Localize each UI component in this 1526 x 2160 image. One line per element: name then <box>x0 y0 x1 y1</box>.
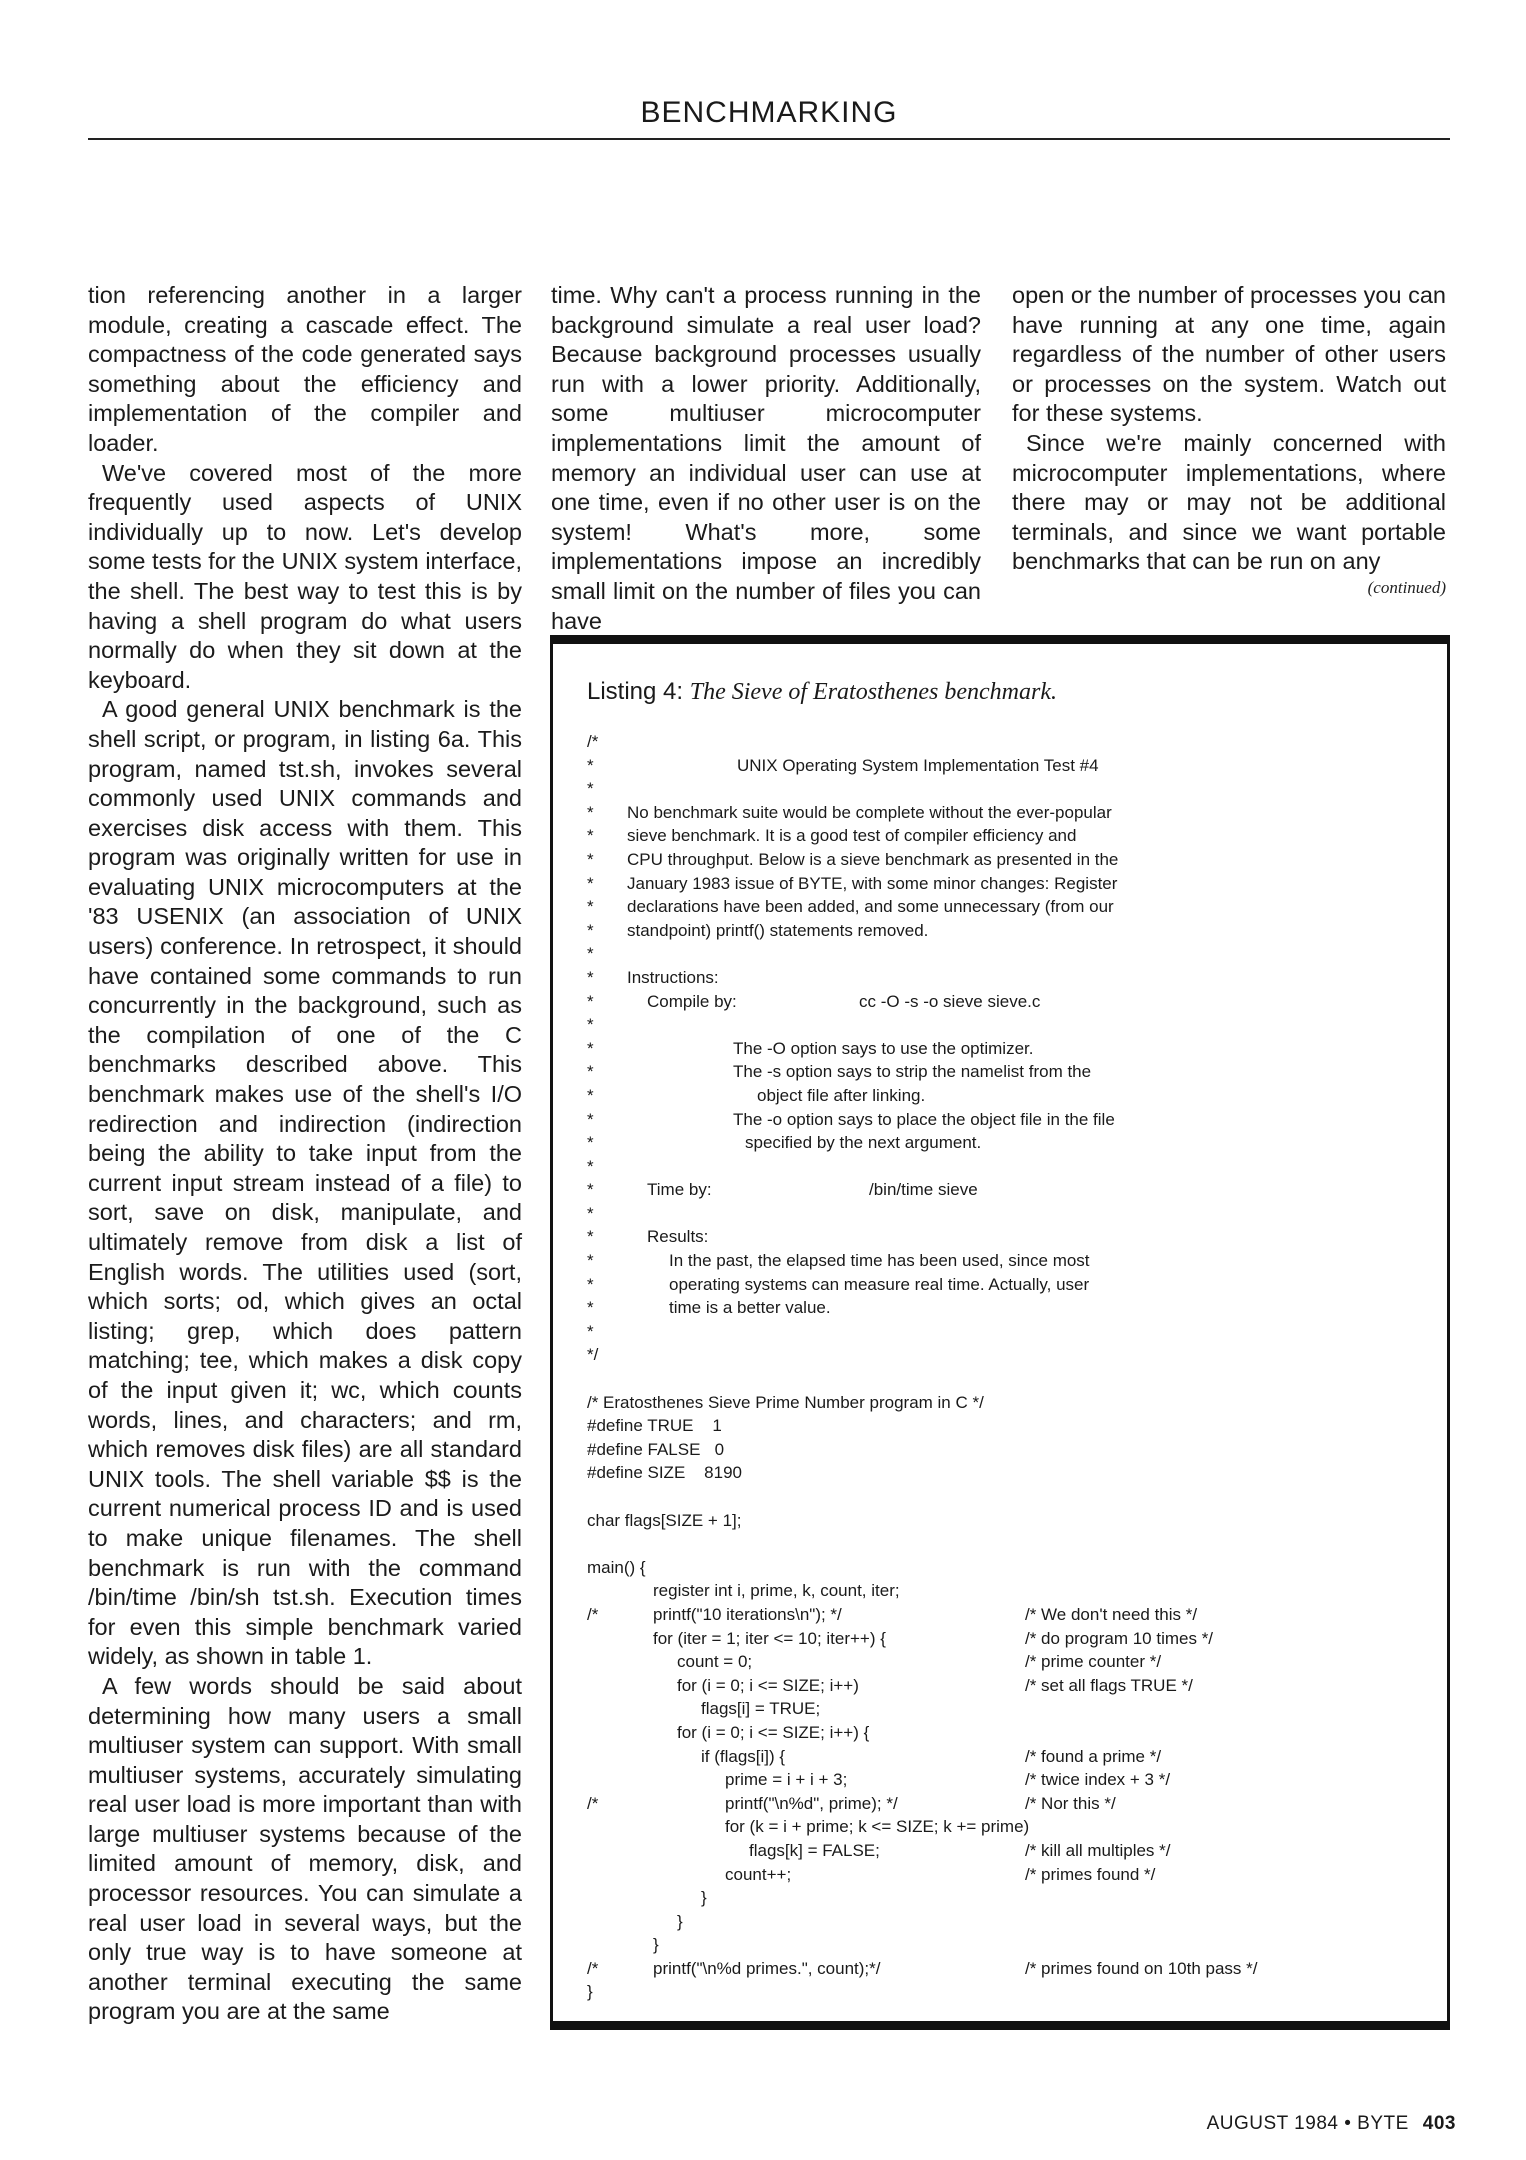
comment-marker: * <box>587 1180 594 1200</box>
comment-marker: * <box>587 873 594 893</box>
code-text: printf("10 iterations\n"); */ <box>653 1604 842 1624</box>
code-text: operating systems can measure real time. Actually, user <box>669 1274 1090 1294</box>
code-line <box>587 1650 1427 1674</box>
code-text: Time by: <box>647 1180 712 1200</box>
code-line <box>587 1721 1427 1745</box>
code-line <box>587 1815 1427 1839</box>
code-text: flags[k] = FALSE; <box>749 1840 880 1860</box>
comment-marker: * <box>587 1156 594 1176</box>
header-rule <box>88 138 1450 140</box>
code-text: main() { <box>587 1557 646 1577</box>
code-line <box>587 1674 1427 1698</box>
comment-marker: * <box>587 920 594 940</box>
code-line <box>587 1155 1427 1179</box>
code-text: } <box>653 1935 659 1955</box>
comment-marker: * <box>587 802 594 822</box>
code-comment: /* set all flags TRUE */ <box>1025 1675 1193 1695</box>
paragraph: Since we're mainly concerned with microcomputer implementations, where there may or may not be additional terminals, and since we want portable benchmarks that can be run on any <box>1012 429 1446 575</box>
code-line <box>587 1414 1427 1438</box>
code-text: No benchmark suite would be complete without the ever-popular <box>627 802 1112 822</box>
code-text: declarations have been added, and some unnecessary (from our <box>627 897 1114 917</box>
comment-marker: * <box>587 1109 594 1129</box>
code-text: specified by the next argument. <box>745 1133 982 1153</box>
comment-marker: * <box>587 1251 594 1271</box>
paragraph: time. Why can't a process running in the background simulate a real user load? Because background processes usually run with a lower priority. Additionally, some multiuser microcomputer implementations limit the amount of memory an individual user can use at one time, even if no other user is on the system! What's more, some implementations impose an incredibly small limit on the number of files you can have <box>551 282 981 634</box>
code-line <box>587 990 1427 1014</box>
code-text: /* Eratosthenes Sieve Prime Number program in C */ <box>587 1392 984 1412</box>
code-line <box>587 1367 1427 1391</box>
code-text: } <box>677 1911 683 1931</box>
code-text: count++; <box>725 1864 792 1884</box>
comment-marker: /* <box>587 1958 599 1978</box>
code-line <box>587 919 1427 943</box>
comment-marker: */ <box>587 1345 599 1365</box>
code-comment: cc -O -s -o sieve sieve.c <box>859 991 1041 1011</box>
comment-marker: /* <box>587 1604 599 1624</box>
paragraph: A few words should be said about determining how many users a small multiuser system can support. With small multiuser systems, accurately simulating real user load is more important than with large multiuser systems because of the limited amount of memory, disk, and processor resources. You can simulate a real user load in several ways, but the only true way is to have someone at another terminal executing the same program you are at the same <box>88 1672 522 2025</box>
comment-marker: /* <box>587 1793 599 1813</box>
comment-marker: * <box>587 755 594 775</box>
code-comment: /* twice index + 3 */ <box>1025 1770 1171 1790</box>
code-line <box>587 1957 1427 1981</box>
code-text: } <box>701 1888 707 1908</box>
text-column-1 <box>88 281 522 2027</box>
code-line <box>587 1225 1427 1249</box>
code-line <box>587 1556 1427 1580</box>
code-line <box>587 942 1427 966</box>
comment-marker: * <box>587 1085 594 1105</box>
code-text: The -s option says to strip the namelist from the <box>733 1062 1092 1082</box>
code-text: char flags[SIZE + 1]; <box>587 1510 742 1530</box>
comment-marker: } <box>587 1982 593 2002</box>
code-comment: /* do program 10 times */ <box>1025 1628 1214 1648</box>
code-line <box>587 1768 1427 1792</box>
paragraph: tion referencing another in a larger module, creating a cascade effect. The compactness of the code generated says something about the efficiency and implementation of the compiler and loader. <box>88 282 522 456</box>
code-line <box>587 872 1427 896</box>
comment-marker: * <box>587 779 594 799</box>
code-comment: /* primes found */ <box>1025 1864 1156 1884</box>
code-text: Compile by: <box>647 991 737 1011</box>
code-text: Results: <box>647 1227 709 1247</box>
comment-marker: * <box>587 849 594 869</box>
code-line <box>587 824 1427 848</box>
code-line <box>587 1792 1427 1816</box>
code-line <box>587 1320 1427 1344</box>
code-line <box>587 848 1427 872</box>
code-text: printf("\n%d primes.", count);*/ <box>653 1958 881 1978</box>
code-text: The -O option says to use the optimizer. <box>733 1038 1034 1058</box>
code-line <box>587 1438 1427 1462</box>
code-text: count = 0; <box>677 1652 753 1672</box>
code-comment: /* Nor this */ <box>1025 1793 1116 1813</box>
code-listing <box>587 730 1427 2004</box>
code-text: UNIX Operating System Implementation Test #4 <box>737 755 1099 775</box>
code-text: for (i = 0; i <= SIZE; i++) { <box>677 1722 870 1742</box>
code-line <box>587 1013 1427 1037</box>
page-number: 403 <box>1422 2113 1456 2134</box>
code-line <box>587 966 1427 990</box>
code-text: sieve benchmark. It is a good test of compiler efficiency and <box>627 826 1077 846</box>
code-comment: /bin/time sieve <box>869 1180 978 1200</box>
comment-marker: * <box>587 1298 594 1318</box>
comment-marker: * <box>587 991 594 1011</box>
code-line <box>587 895 1427 919</box>
code-comment: /* found a prime */ <box>1025 1746 1162 1766</box>
code-comment: /* primes found on 10th pass */ <box>1025 1958 1258 1978</box>
code-line <box>587 1178 1427 1202</box>
code-line <box>587 1863 1427 1887</box>
code-text: #define SIZE 8190 <box>587 1463 742 1483</box>
comment-marker: * <box>587 1133 594 1153</box>
code-text: for (iter = 1; iter <= 10; iter++) { <box>653 1628 886 1648</box>
code-text: if (flags[i]) { <box>701 1746 786 1766</box>
code-text: #define TRUE 1 <box>587 1416 722 1436</box>
code-text: standpoint) printf() statements removed. <box>627 920 929 940</box>
code-text: for (k = i + prime; k <= SIZE; k += prime) <box>725 1817 1030 1837</box>
code-line <box>587 730 1427 754</box>
code-text: flags[i] = TRUE; <box>701 1699 821 1719</box>
paragraph: A good general UNIX benchmark is the shell script, or program, in listing 6a. This program, named tst.sh, invokes several commonly used UNIX commands and exercises disk access with them. This program was originally written for use in evaluating UNIX microcomputers at the '83 USENIX (an association of UNIX users) conference. In retrospect, it should have contained some commands to run concurrently in the background, such as the compilation of one of the C benchmarks described above. This benchmark makes use of the shell's I/O redirection and indirection (indirection being the ability to take input from the current input stream instead of a file) to sort, save on disk, manipulate, and ultimately remove from disk a list of English words. The utilities used (sort, which sorts; od, which gives an octal listing; grep, which does pattern matching; tee, which makes a disk copy of the input given it; wc, which counts words, lines, and characters; and rm, which removes disk files) are all standard UNIX tools. The shell variable $$ is the current numerical process ID and is used to make unique filenames. The shell benchmark is run with the command /bin/time /bin/sh tst.sh. Execution times for even this simple benchmark varied widely, as shown in table 1. <box>88 696 522 1670</box>
code-line <box>587 1391 1427 1415</box>
comment-marker: * <box>587 967 594 987</box>
code-line <box>587 1603 1427 1627</box>
code-line <box>587 1461 1427 1485</box>
comment-marker: * <box>587 1015 594 1035</box>
code-line <box>587 1532 1427 1556</box>
code-line <box>587 1910 1427 1934</box>
code-line <box>587 1343 1427 1367</box>
code-text: time is a better value. <box>669 1298 831 1318</box>
comment-marker: * <box>587 1227 594 1247</box>
code-line <box>587 1485 1427 1509</box>
code-text: Instructions: <box>627 967 719 987</box>
comment-marker: * <box>587 1321 594 1341</box>
code-line <box>587 1980 1427 2004</box>
comment-marker: * <box>587 1203 594 1223</box>
code-comment: /* prime counter */ <box>1025 1652 1162 1672</box>
code-text: CPU throughput. Below is a sieve benchmark as presented in the <box>627 849 1119 869</box>
comment-marker: * <box>587 826 594 846</box>
code-line <box>587 1249 1427 1273</box>
code-line <box>587 1839 1427 1863</box>
code-line <box>587 1131 1427 1155</box>
code-text: for (i = 0; i <= SIZE; i++) <box>677 1675 859 1695</box>
code-comment: /* kill all multiples */ <box>1025 1840 1171 1860</box>
code-line <box>587 1933 1427 1957</box>
code-text: In the past, the elapsed time has been used, since most <box>669 1251 1090 1271</box>
code-text: register int i, prime, k, count, iter; <box>653 1581 900 1601</box>
code-line <box>587 1108 1427 1132</box>
code-comment: /* We don't need this */ <box>1025 1604 1198 1624</box>
code-line <box>587 1037 1427 1061</box>
code-line <box>587 1060 1427 1084</box>
comment-marker: /* <box>587 732 599 751</box>
code-text: The -o option says to place the object file in the file <box>733 1109 1115 1129</box>
comment-marker: * <box>587 897 594 917</box>
continued-note: (continued) <box>1367 578 1446 597</box>
code-line <box>587 1697 1427 1721</box>
comment-marker: * <box>587 944 594 964</box>
code-line <box>587 1509 1427 1533</box>
code-line <box>587 801 1427 825</box>
listing-title <box>587 678 1057 706</box>
code-text: January 1983 issue of BYTE, with some minor changes: Register <box>627 873 1118 893</box>
page-footer <box>1100 2113 1456 2135</box>
code-text: #define FALSE 0 <box>587 1439 725 1459</box>
paragraph: We've covered most of the more frequently used aspects of UNIX individually up to now. Let's develop some tests for the UNIX system interface, the shell. The best way to test this is by having a shell program do what users normally do when they sit down at the keyboard. <box>88 459 522 693</box>
code-line <box>587 1084 1427 1108</box>
issue-info: AUGUST 1984 • BYTE <box>1206 2113 1409 2134</box>
code-line <box>587 1627 1427 1651</box>
code-text: object file after linking. <box>757 1085 926 1105</box>
code-line <box>587 1886 1427 1910</box>
text-column-3 <box>1012 281 1446 577</box>
comment-marker: * <box>587 1062 594 1082</box>
code-text: printf("\n%d", prime); */ <box>725 1793 898 1813</box>
text-column-2 <box>551 281 981 636</box>
comment-marker: * <box>587 1274 594 1294</box>
code-line <box>587 777 1427 801</box>
code-line <box>587 1273 1427 1297</box>
comment-marker: * <box>587 1038 594 1058</box>
code-line <box>587 1202 1427 1226</box>
code-line <box>587 1745 1427 1769</box>
code-line <box>587 754 1427 778</box>
listing-label: Listing 4: <box>587 678 684 705</box>
listing-caption: The Sieve of Eratosthenes benchmark. <box>689 679 1057 705</box>
code-line <box>587 1579 1427 1603</box>
code-text: prime = i + i + 3; <box>725 1770 848 1790</box>
paragraph: open or the number of processes you can have running at any one time, again regardless of the number of other users or processes on the system. Watch out for these systems. <box>1012 282 1446 427</box>
code-line <box>587 1296 1427 1320</box>
running-header: BENCHMARKING <box>640 96 898 129</box>
